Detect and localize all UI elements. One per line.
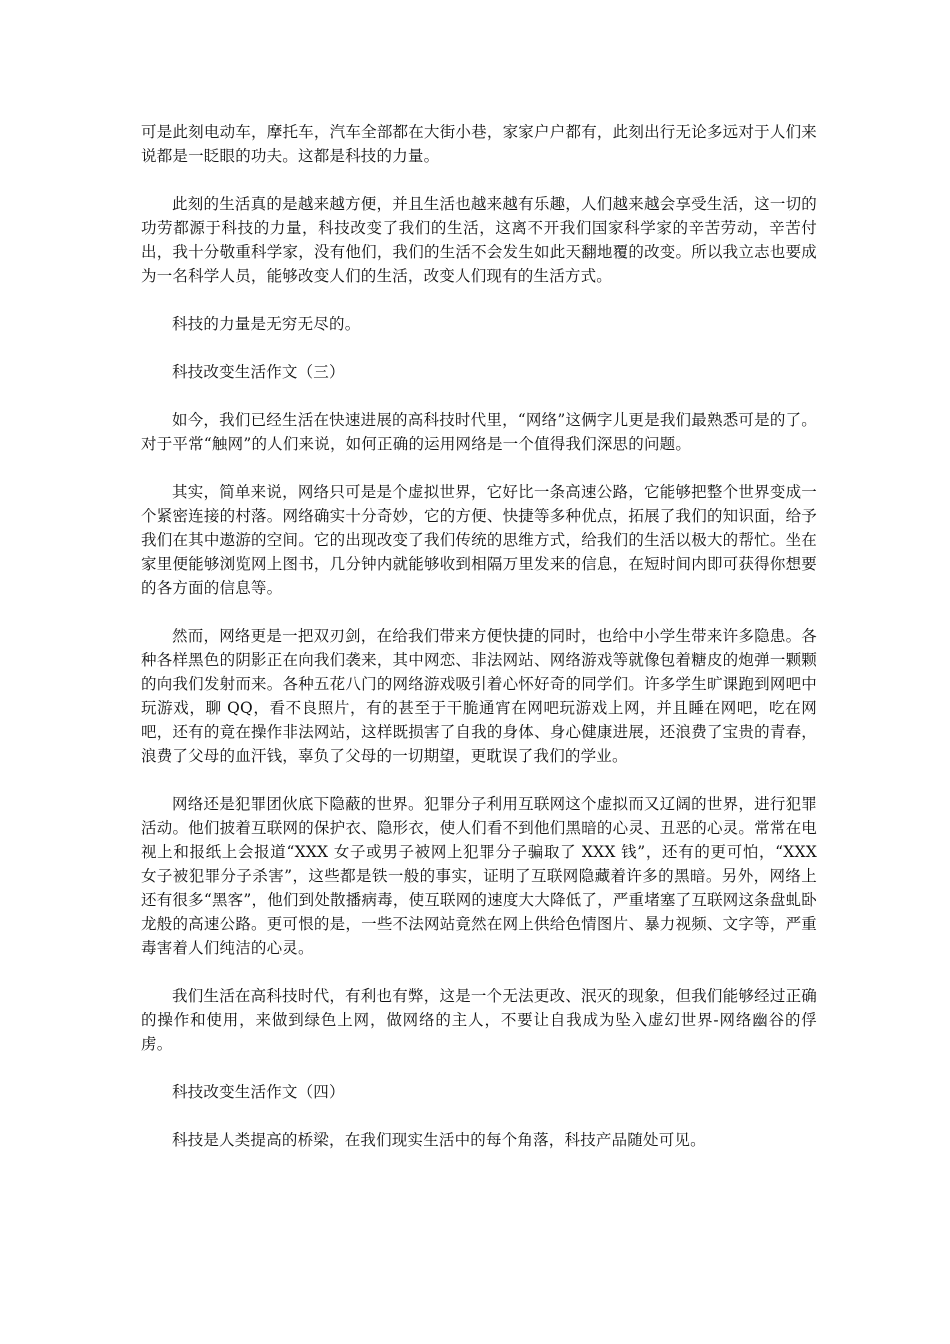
paragraph: 我们生活在高科技时代，有利也有弊，这是一个无法更改、泯灭的现象，但我们能够经过正确的操作和使用，来做到绿色上网，做网络的主人，不要让自我成为坠入虚幻世界-网络幽谷的俘虏。 [141, 987, 817, 1053]
paragraph: 可是此刻电动车，摩托车，汽车全部都在大街小巷，家家户户都有，此刻出行无论多远对于人们来说都是一眨眼的功夫。这都是科技的力量。 [141, 123, 817, 165]
paragraph: 科技的力量是无穷无尽的。 [172, 315, 361, 333]
section-heading: 科技改变生活作文（三） [172, 363, 345, 381]
paragraph: 其实，简单来说，网络只可是是个虚拟世界，它好比一条高速公路，它能够把整个世界变成一个紧密连接的村落。网络确实十分奇妙，它的方便、快捷等多种优点，拓展了我们的知识面，给予我们在其中遨游的空间。它的出现改变了我们传统的思维方式，给我们的生活以极大的帮忙。坐在家里便能够浏览网上图书，几分钟内就能够收到相隔万里发来的信息，在短时间内即可获得你想要的各方面的信息等。 [141, 483, 817, 597]
paragraph: 如今，我们已经生活在快速进展的高科技时代里，“网络”这俩字儿更是我们最熟悉可是的了。对于平常“触网”的人们来说，如何正确的运用网络是一个值得我们深思的问题。 [141, 411, 817, 453]
paragraph: 然而，网络更是一把双刃剑，在给我们带来方便快捷的同时，也给中小学生带来许多隐患。各种各样黑色的阴影正在向我们袭来，其中网恋、非法网站、网络游戏等就像包着糖皮的炮弹一颗颗的向我们发射而来。各种五花八门的网络游戏吸引着心怀好奇的同学们。许多学生旷课跑到网吧中玩游戏，聊 QQ，看不良照片，有的甚至于干脆通宵在网吧玩游戏上网，并且睡在网吧，吃在网吧，还有的竟在操作非法网站，这样既损害了自我的身体、身心健康进展，还浪费了宝贵的青春，浪费了父母的血汗钱，辜负了父母的一切期望，更耽误了我们的学业。 [141, 627, 817, 765]
section-heading: 科技改变生活作文（四） [172, 1083, 345, 1101]
document-body [141, 120, 817, 1176]
paragraph: 此刻的生活真的是越来越方便，并且生活也越来越有乐趣，人们越来越会享受生活，这一切的功劳都源于科技的力量，科技改变了我们的生活，这离不开我们国家科学家的辛苦劳动，辛苦付出，我十分敬重科学家，没有他们，我们的生活不会发生如此天翻地覆的改变。所以我立志也要成为一名科学人员，能够改变人们的生活，改变人们现有的生活方式。 [141, 195, 817, 285]
paragraph: 科技是人类提高的桥梁，在我们现实生活中的每个角落，科技产品随处可见。 [172, 1131, 706, 1149]
paragraph: 网络还是犯罪团伙底下隐蔽的世界。犯罪分子利用互联网这个虚拟而又辽阔的世界，进行犯罪活动。他们披着互联网的保护衣、隐形衣，使人们看不到他们黑暗的心灵、丑恶的心灵。常常在电视上和报纸上会报道“XXX 女子或男子被网上犯罪分子骗取了 XXX 钱”，还有的更可怕，“XXX 女子被犯罪分子杀害”，这些都是铁一般的事实，证明了互联网隐藏着许多的黑暗。另外，网络上还有很多“黑客”，他们到处散播病毒，使互联网的速度大大降低了，严重堵塞了互联网这条盘虬卧龙般的高速公路。更可恨的是，一些不法网站竟然在网上供给色情图片、暴力视频、文字等，严重毒害着人们纯洁的心灵。 [141, 795, 817, 957]
